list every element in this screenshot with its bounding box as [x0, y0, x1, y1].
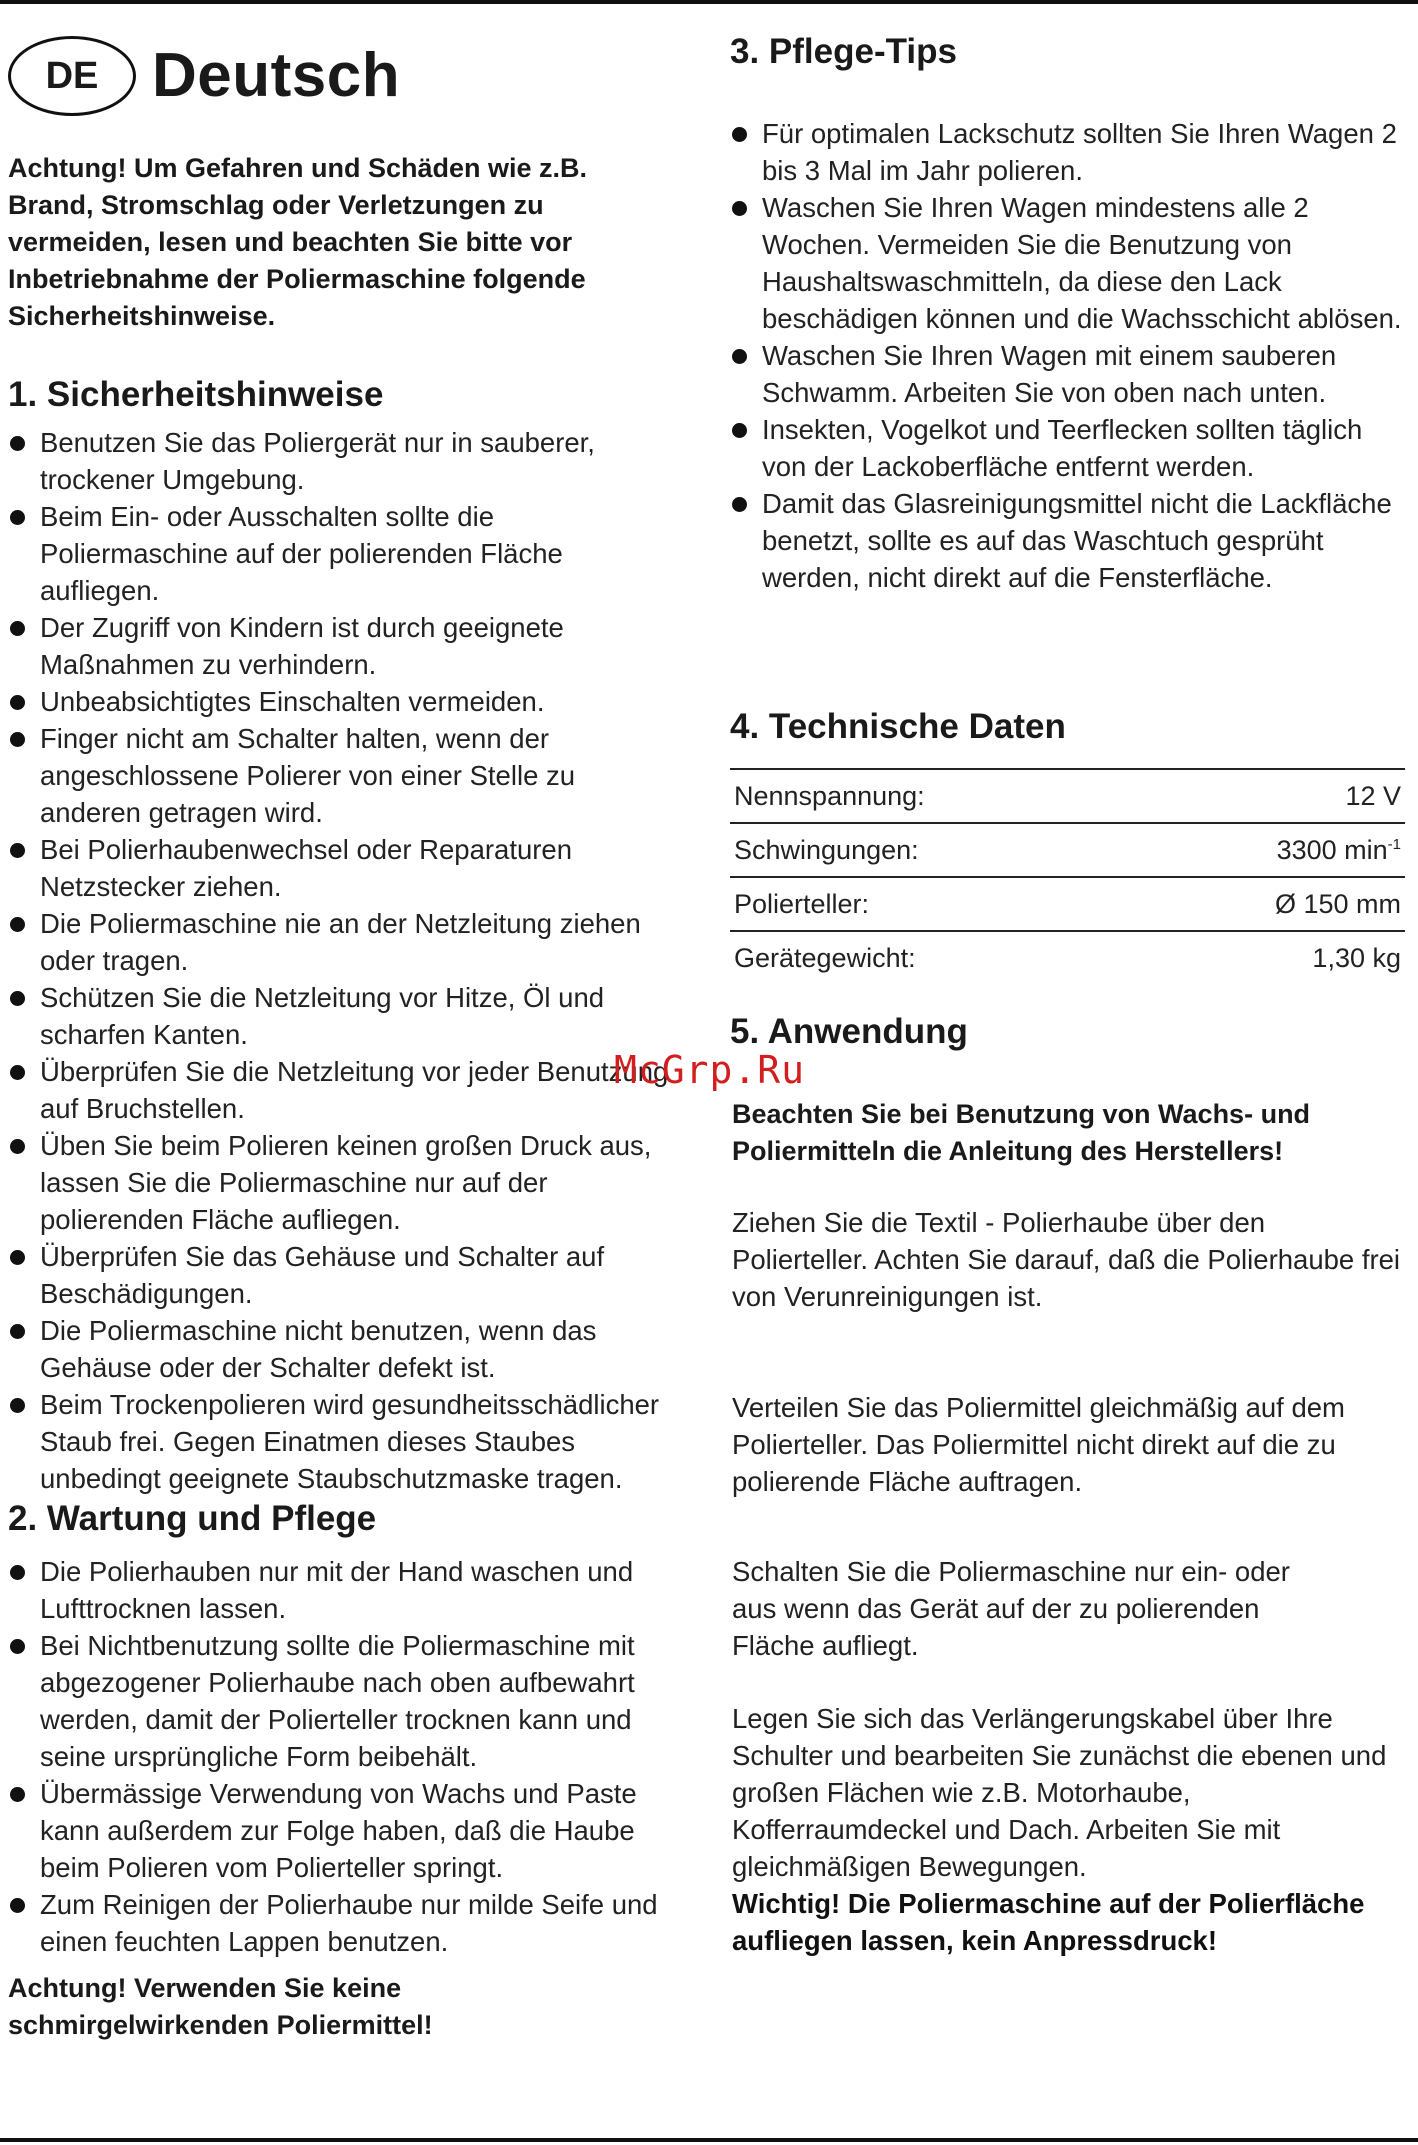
list-item: Insekten, Vogelkot und Teerflecken sollten täglich von der Lackoberfläche entfernt werden. — [730, 411, 1405, 485]
list-item: Bei Nichtbenutzung sollte die Poliermaschine mit abgezogener Polierhaube nach oben aufbewahrt werden, damit der Polierteller trocknen kann und seine ursprüngliche Form beibehält. — [8, 1627, 676, 1775]
list-item: Waschen Sie Ihren Wagen mit einem sauberen Schwamm. Arbeiten Sie von oben nach unten. — [730, 337, 1405, 411]
section-5-title: 5. Anwendung — [730, 1012, 968, 1051]
section-2-title: 2. Wartung und Pflege — [8, 1499, 377, 1538]
spec-label: Gerätegewicht: — [734, 942, 916, 973]
language-badge: DE — [8, 36, 136, 116]
section-2-list — [8, 1553, 676, 1960]
paragraph: Schalten Sie die Poliermaschine nur ein- oder aus wenn das Gerät auf der zu polierenden Fläche aufliegt. — [732, 1556, 1290, 1661]
spec-value: 12 V — [1345, 780, 1401, 811]
table-row — [730, 769, 1405, 823]
paragraph: Verteilen Sie das Poliermittel gleichmäßig auf dem Polierteller. Das Poliermittel nicht direkt auf die zu polierende Fläche auftragen. — [732, 1392, 1345, 1497]
table-row — [730, 931, 1405, 984]
section-1-title: 1. Sicherheitshinweise — [8, 375, 384, 414]
list-item: Der Zugriff von Kindern ist durch geeignete Maßnahmen zu verhindern. — [8, 609, 676, 683]
list-item: Beim Ein- oder Ausschalten sollte die Poliermaschine auf der polierenden Fläche aufliegen. — [8, 498, 676, 609]
spec-value: 1,30 kg — [1312, 942, 1401, 973]
spec-table — [730, 768, 1405, 984]
section-2-warning: Achtung! Verwenden Sie keine schmirgelwirkenden Poliermittel! — [8, 1973, 433, 2040]
section-1-list — [8, 424, 676, 1497]
section-4-title: 4. Technische Daten — [730, 707, 1066, 746]
section-3-list — [730, 115, 1405, 596]
paragraph: Legen Sie sich das Verlängerungskabel über Ihre Schulter und bearbeiten Sie zunächst die ebenen und großen Flächen wie z.B. Motorhaube, Kofferraumdeckel und Dach. Arbeiten Sie mit gleichmäßigen Bewegungen. — [732, 1703, 1387, 1882]
list-item: Die Poliermaschine nicht benutzen, wenn das Gehäuse oder der Schalter defekt ist. — [8, 1312, 676, 1386]
watermark: McGrp.Ru — [614, 1048, 806, 1092]
list-item: Damit das Glasreinigungsmittel nicht die Lackfläche benetzt, sollte es auf das Waschtuch gesprüht werden, nicht direkt auf die Fensterfläche. — [730, 485, 1405, 596]
section-5-warning: Beachten Sie bei Benutzung von Wachs- und Poliermitteln die Anleitung des Herstellers! — [732, 1099, 1311, 1166]
list-item: Überprüfen Sie die Netzleitung vor jeder Benutzung auf Bruchstellen. — [8, 1053, 676, 1127]
important-note: Wichtig! Die Poliermaschine auf der Polierfläche aufliegen lassen, kein Anpressdruck! — [732, 1888, 1365, 1956]
page-title: Deutsch — [152, 41, 401, 110]
spec-value: 3300 $\min^{-1}$ — [1276, 834, 1401, 865]
spec-label: Schwingungen: — [734, 834, 919, 865]
list-item: Üben Sie beim Polieren keinen großen Druck aus, lassen Sie die Poliermaschine nur auf der polierenden Fläche aufliegen. — [8, 1127, 676, 1238]
table-row — [730, 823, 1405, 877]
list-item: Waschen Sie Ihren Wagen mindestens alle 2 Wochen. Vermeiden Sie die Benutzung von Haushaltswaschmitteln, da diese den Lack beschädigen können und die Wachsschicht ablösen. — [730, 189, 1405, 337]
list-item: Die Poliermaschine nie an der Netzleitung ziehen oder tragen. — [8, 905, 676, 979]
intro-warning: Achtung! Um Gefahren und Schäden wie z.B. Brand, Stromschlag oder Verletzungen zu vermeiden, lesen und beachten Sie bitte vor Inbetriebnahme der Poliermaschine folgende Sicherheitshinweise. — [8, 153, 588, 331]
spec-label: Nennspannung: — [734, 780, 925, 811]
list-item: Unbeabsichtigtes Einschalten vermeiden. — [8, 683, 676, 720]
list-item: Überprüfen Sie das Gehäuse und Schalter auf Beschädigungen. — [8, 1238, 676, 1312]
list-item: Die Polierhauben nur mit der Hand waschen und Lufttrocknen lassen. — [8, 1553, 676, 1627]
list-item: Zum Reinigen der Polierhaube nur milde Seife und einen feuchten Lappen benutzen. — [8, 1886, 676, 1960]
list-item: Beim Trockenpolieren wird gesundheitsschädlicher Staub frei. Gegen Einatmen dieses Staubes unbedingt geeignete Staubschutzmaske tragen. — [8, 1386, 676, 1497]
list-item: Schützen Sie die Netzleitung vor Hitze, Öl und scharfen Kanten. — [8, 979, 676, 1053]
list-item: Bei Polierhaubenwechsel oder Reparaturen Netzstecker ziehen. — [8, 831, 676, 905]
spec-value: Ø 150 mm — [1274, 888, 1401, 919]
top-rule — [0, 0, 1418, 4]
bottom-rule — [0, 2138, 1418, 2142]
list-item: Für optimalen Lackschutz sollten Sie Ihren Wagen 2 bis 3 Mal im Jahr polieren. — [730, 115, 1405, 189]
list-item: Benutzen Sie das Poliergerät nur in sauberer, trockener Umgebung. — [8, 424, 676, 498]
list-item: Finger nicht am Schalter halten, wenn der angeschlossene Polierer von einer Stelle zu anderen getragen wird. — [8, 720, 676, 831]
section-3-title: 3. Pflege-Tips — [730, 32, 957, 71]
table-row — [730, 877, 1405, 931]
page-header — [8, 32, 678, 122]
paragraph: Ziehen Sie die Textil - Polierhaube über den Polierteller. Achten Sie darauf, daß die Polierhaube frei von Verunreinigungen ist. — [732, 1207, 1401, 1312]
spec-label: Polierteller: — [734, 888, 870, 919]
list-item: Übermässige Verwendung von Wachs und Paste kann außerdem zur Folge haben, daß die Haube beim Polieren vom Polierteller springt. — [8, 1775, 676, 1886]
